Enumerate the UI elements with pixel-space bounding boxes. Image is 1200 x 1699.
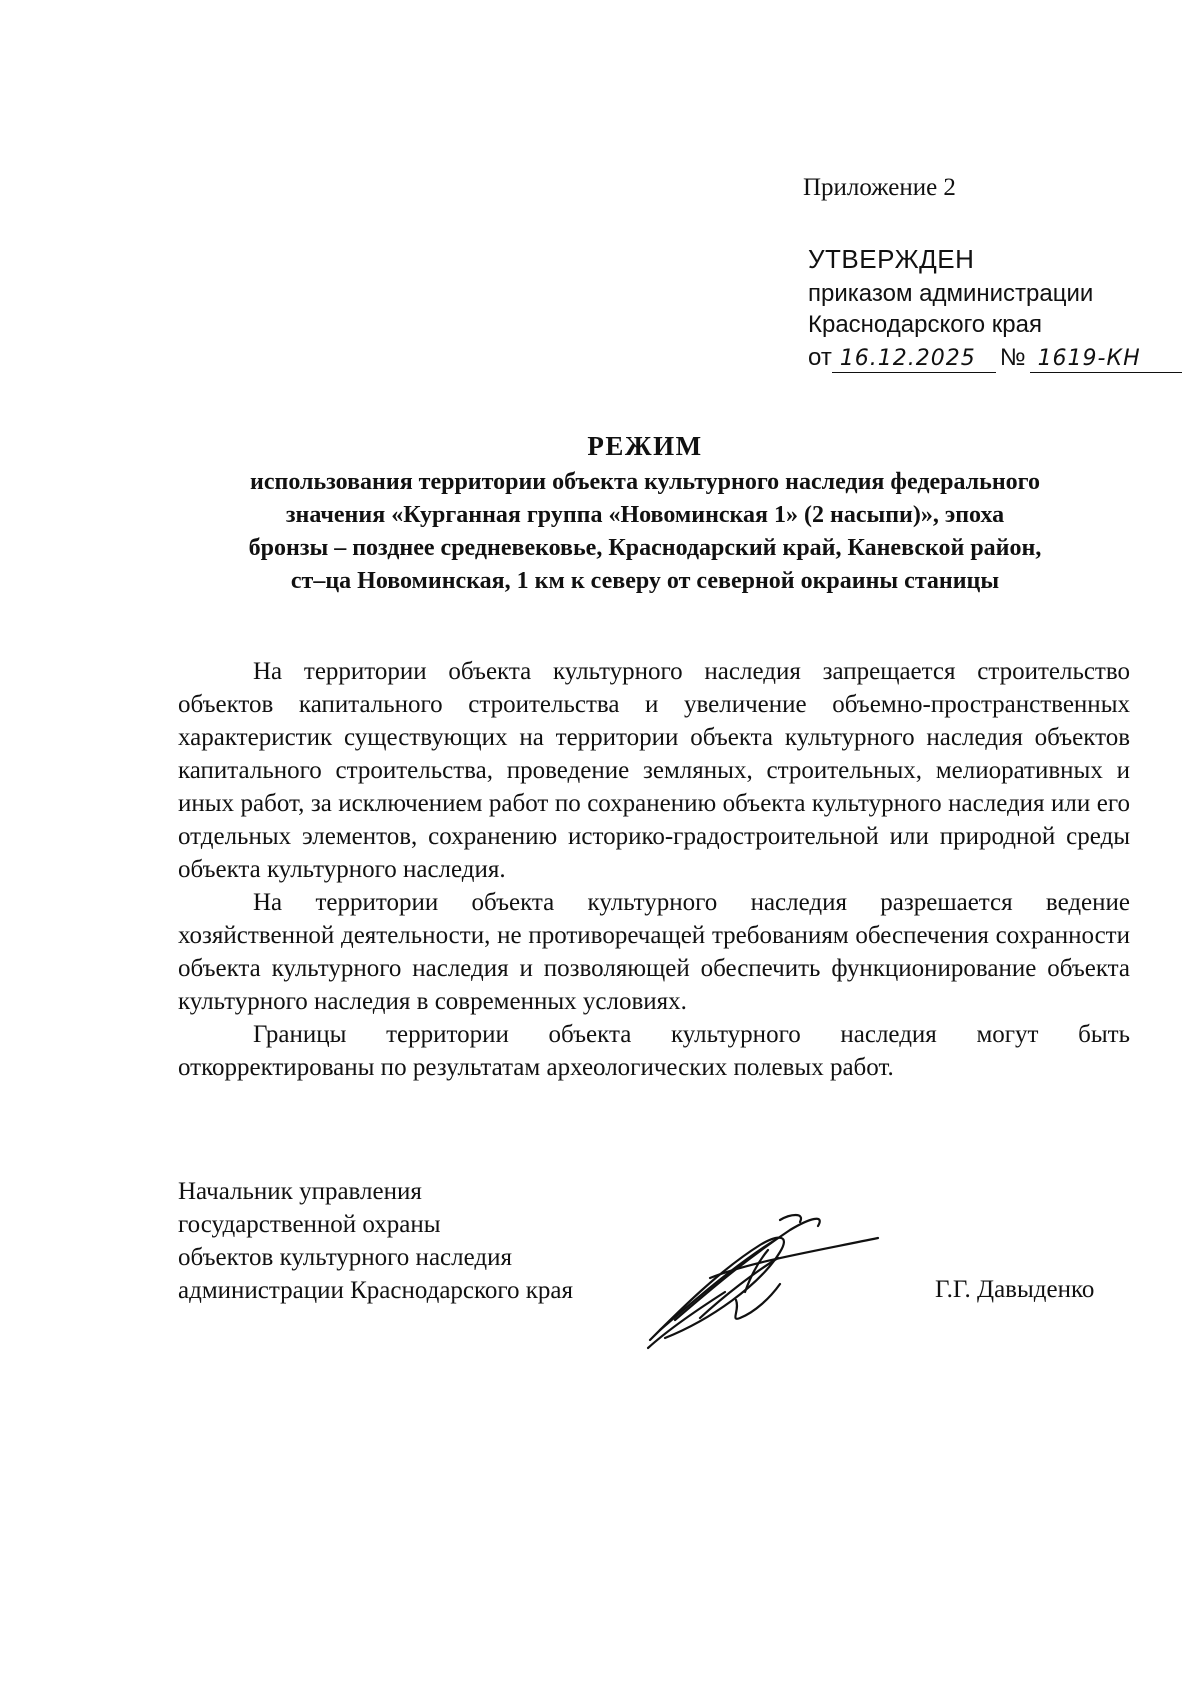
- appendix-label: Приложение 2: [803, 174, 956, 201]
- body-paragraph-3: Границы территории объекта культурного наследия могут быть откорректированы по результатам археологических полевых работ.: [178, 1021, 1130, 1081]
- subtitle-line-4: ст–ца Новоминская, 1 км к северу от северной окраины станицы: [290, 568, 1000, 594]
- approved-by-line-2: Краснодарского края: [808, 311, 1042, 338]
- document-body: [178, 655, 1130, 1084]
- signer-position-block: [178, 1175, 573, 1307]
- document-title-block: [150, 430, 1140, 598]
- signer-position-line-2: государственной охраны: [178, 1211, 441, 1238]
- subtitle-line-2: значения «Курганная группа «Новоминская 1» (2 насыпи)», эпоха: [285, 502, 1005, 528]
- subtitle-line-3: бронзы – позднее средневековье, Краснодарский край, Каневской район,: [248, 535, 1042, 561]
- order-number-handwritten: 1619-КН: [1030, 346, 1182, 373]
- document-title: РЕЖИМ: [587, 431, 703, 461]
- signer-position-line-1: Начальник управления: [178, 1178, 422, 1205]
- subtitle-line-1: использования территории объекта культурного наследия федерального: [250, 469, 1040, 495]
- signer-position-line-3: объектов культурного наследия: [178, 1244, 512, 1271]
- body-paragraph-1: На территории объекта культурного наследия запрещается строительство объектов капитального строительства и увеличение объемно-пространственных характеристик существующих на территории объекта культурного наследия объектов капитального строительства, проведение земляных, строительных, мелиоративных и иных работ, за исключением работ по сохранению объекта культурного наследия или его отдельных элементов, сохранению историко-градостроительной или природной среды объекта культурного наследия.: [178, 658, 1130, 883]
- order-date-handwritten: 16.12.2025: [832, 346, 996, 373]
- number-prefix: №: [999, 344, 1026, 371]
- handwritten-signature: [640, 1200, 885, 1350]
- body-paragraph-2: На территории объекта культурного наследия разрешается ведение хозяйственной деятельности, не противоречащей требованиям обеспечения сохранности объекта культурного наследия и позволяющей обеспечить функционирование объекта культурного наследия в современных условиях.: [178, 889, 1130, 1015]
- date-prefix: от: [808, 344, 832, 371]
- signer-name: Г.Г. Давыденко: [935, 1276, 1095, 1303]
- approved-by-line-1: приказом администрации: [808, 280, 1094, 307]
- approved-heading: УТВЕРЖДЕН: [808, 244, 975, 274]
- approval-stamp-block: [808, 244, 1182, 373]
- signer-position-line-4: администрации Краснодарского края: [178, 1277, 574, 1304]
- order-reference-line: [808, 342, 1182, 373]
